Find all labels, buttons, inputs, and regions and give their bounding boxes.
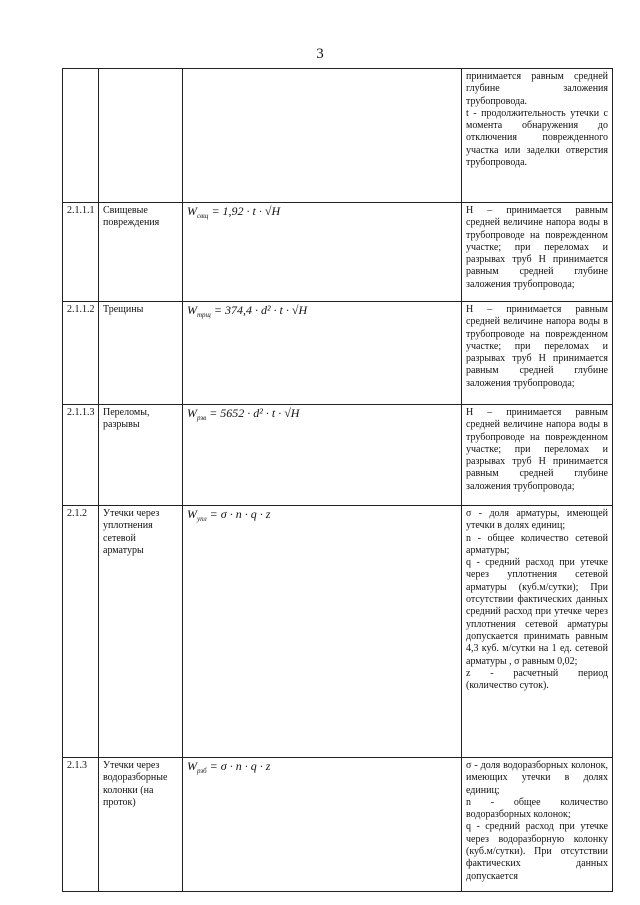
row-description <box>462 302 613 405</box>
row-description <box>462 405 613 506</box>
row-formula <box>183 69 462 203</box>
row-formula <box>183 758 462 892</box>
row-name: Переломы, разрывы <box>99 405 183 506</box>
table-row <box>63 758 613 892</box>
row-number: 2.1.2 <box>63 506 99 758</box>
desc-para: z - расчетный период (количество суток). <box>466 667 608 692</box>
desc-para: q - средний расход при утечке через уплотнения сетевой арматуры (куб.м/сутки); При отсутствии фактических данных средний расход при утечке через уплотнения сетевой арматуры допускается принимать равным 4,3 куб. м/сутки на 1 ед. сетевой арматуры , σ равным 0,02; <box>466 557 608 667</box>
row-name <box>99 69 183 203</box>
row-name: Утечки через водоразборные колонки (на проток) <box>99 758 183 892</box>
desc-para: q - средний расход при утечке через водоразборную колонку (куб.м/сутки). При отсутствии фактических данных допускается <box>466 821 608 882</box>
row-formula <box>183 302 462 405</box>
page-number: 3 <box>316 46 324 62</box>
row-number <box>63 69 99 203</box>
desc-para: σ - доля арматуры, имеющей утечки в долях единиц; <box>466 508 608 532</box>
desc-para: n - общее количество сетевой арматуры; <box>466 532 608 556</box>
row-description <box>462 203 613 302</box>
formula: $W_{трщ} = 374,4 \cdot d^2 \cdot t \cdot √H$ <box>187 303 308 319</box>
row-formula <box>183 405 462 506</box>
desc-para: принимается равным средней глубине заложения трубопровода. <box>466 71 608 107</box>
calculation-table <box>62 68 613 892</box>
row-description <box>462 69 613 203</box>
table-row <box>63 405 613 506</box>
formula: $W_{упл} = \sigma \cdot n \cdot q \cdot z$ <box>187 507 271 523</box>
row-number: 2.1.1.2 <box>63 302 99 405</box>
row-description <box>462 758 613 892</box>
table-row <box>63 302 613 405</box>
table-row <box>63 203 613 302</box>
row-formula <box>183 203 462 302</box>
desc-para: t - продолжительность утечки с момента обнаружения до отключения поврежденного участка или заделки отверстия трубопровода. <box>466 107 608 169</box>
row-description <box>462 506 613 758</box>
desc-para: σ - доля водоразборных колонок, имеющих утечки в долях единиц; <box>466 760 608 796</box>
formula: $W_{рзб} = \sigma \cdot n \cdot q \cdot z$ <box>187 759 271 775</box>
desc-para: Н – принимается равным средней величине напора воды в трубопроводе на поврежденном участке; при переломах и разрывах труб Н принимается равным средней глубине заложения трубопровода; <box>466 304 608 389</box>
table-row <box>63 69 613 203</box>
table-row <box>63 506 613 758</box>
row-formula <box>183 506 462 758</box>
row-name: Свищевые повреждения <box>99 203 183 302</box>
desc-para: Н – принимается равным средней величине напора воды в трубопроводе на поврежденном участке; при переломах и разрывах труб Н принимается равным средней глубине заложения трубопровода; <box>466 205 608 290</box>
desc-para: Н – принимается равным средней величине напора воды в трубопроводе на поврежденном участке; при переломах и разрывах труб Н принимается равным средней глубине заложения трубопровода; <box>466 407 608 492</box>
row-number: 2.1.1.1 <box>63 203 99 302</box>
row-name: Утечки через уплотнения сетевой арматуры <box>99 506 183 758</box>
formula: $W_{свщ} = 1,92 \cdot t \cdot √H$ <box>187 204 281 220</box>
row-number: 2.1.1.3 <box>63 405 99 506</box>
desc-para: n - общее количество водоразборных колонок; <box>466 796 608 821</box>
formula: $W_{рзв} = 5652 \cdot d^2 \cdot t \cdot √H$ <box>187 406 300 422</box>
row-number: 2.1.3 <box>63 758 99 892</box>
row-name: Трещины <box>99 302 183 405</box>
